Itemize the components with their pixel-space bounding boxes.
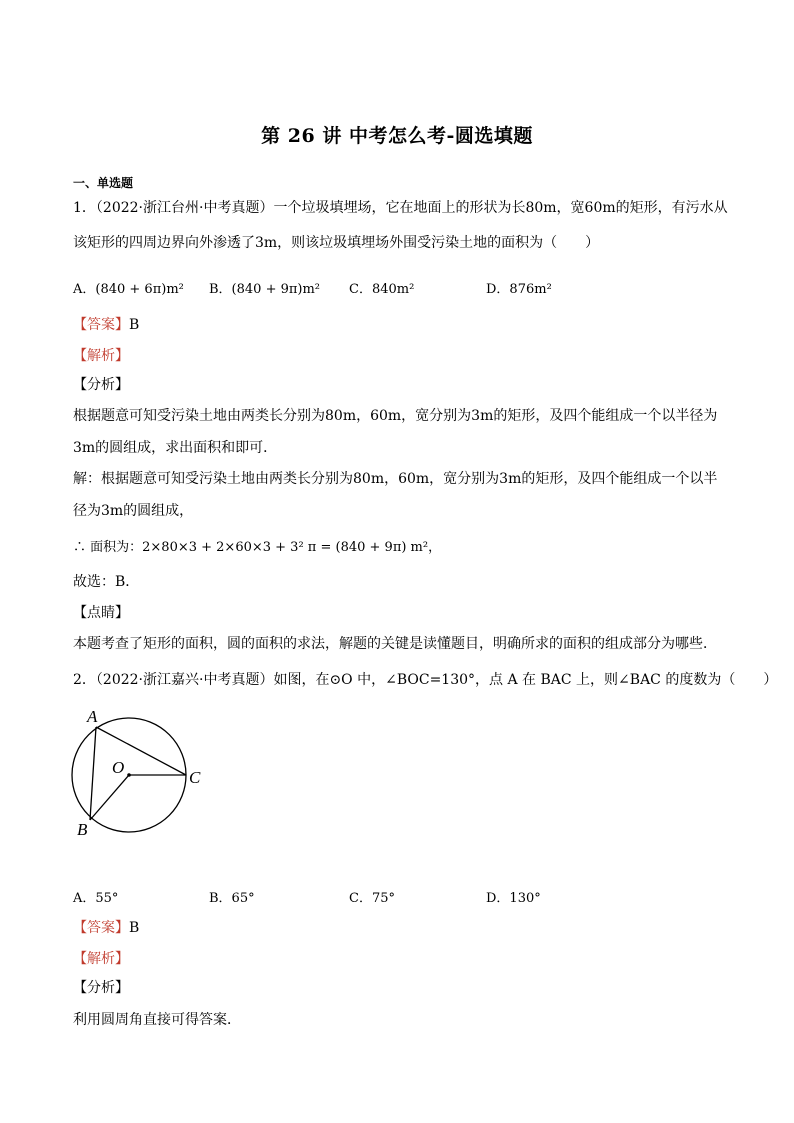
- q2-stem-line: [73, 671, 777, 689]
- q2-fenxi-tag: 【分析】: [73, 980, 129, 996]
- q1-jiexi-tag: 【解析】: [73, 348, 129, 364]
- chord-ab: [90, 727, 96, 820]
- label-a: A: [87, 707, 98, 726]
- center-point: [127, 773, 131, 777]
- q1-dianjing-tag: 【点睛】: [73, 605, 129, 621]
- q2-jiexi-tag: 【解析】: [73, 951, 129, 967]
- q2-fenxi-text: 利用圆周角直接可得答案．: [73, 1012, 241, 1028]
- label-o: O: [112, 758, 125, 777]
- q1-solution-line1: 解：根据题意可知受污染土地由两类长分别为80m，60m，宽分别为3m的矩形，及四个能组成一个以半: [73, 471, 718, 487]
- label-c: C: [189, 768, 201, 787]
- q1-formula: ∴ 面积为：2×80×3 + 2×60×3 + 3² π = (840 + 9π) m²，: [73, 540, 442, 555]
- q1-fenxi-line2: 3m的圆组成，求出面积和即可．: [73, 440, 278, 456]
- q1-option-d: D．876m²: [486, 282, 552, 297]
- q2-number: 2．: [73, 672, 96, 688]
- q2-option-a: A．55°: [73, 891, 119, 906]
- q1-stem-text: 一个垃圾填埋场，它在地面上的形状为长80m，宽60m的矩形，有污水从: [273, 200, 728, 216]
- q2-stem-text: （2022·浙江嘉兴·中考真题）如图，在⊙O 中，∠BOC=130°，点 A 在 BAC 上，则∠BAC 的度数为（ ）: [95, 672, 778, 688]
- label-b: B: [77, 820, 88, 839]
- q1-dianjing-text: 本题考查了矩形的面积，圆的面积的求法，解题的关键是读懂题目，明确所求的面积的组成部分为哪些．: [73, 636, 717, 652]
- q2-option-c: C．75°: [349, 891, 395, 906]
- q1-solution-line2: 径为3m的圆组成，: [73, 503, 194, 519]
- q2-option-b: B．65°: [209, 891, 255, 906]
- q1-stem-line1: [73, 199, 728, 217]
- q1-answer-value: B: [129, 317, 140, 333]
- circle-figure: [68, 702, 218, 842]
- q2-answer-value: B: [129, 920, 140, 936]
- q1-option-c: C．840m²: [349, 282, 415, 297]
- q1-number: 1．: [73, 200, 96, 216]
- q1-choice: 故选：B．: [73, 574, 140, 590]
- radius-ob: [90, 775, 129, 820]
- q1-fenxi-tag: 【分析】: [73, 377, 129, 393]
- q1-answer-tag: 【答案】: [73, 317, 129, 333]
- q1-source: （2022·浙江台州·中考真题）: [95, 200, 274, 216]
- q2-answer-row: [73, 917, 139, 937]
- q1-option-b: B．(840 + 9π)m²: [209, 282, 321, 297]
- q1-answer-row: [73, 314, 139, 334]
- q1-stem-line2: 该矩形的四周边界向外渗透了3m，则该垃圾填埋场外围受污染土地的面积为（ ）: [73, 235, 600, 251]
- q2-option-d: D．130°: [486, 891, 541, 906]
- q1-option-a: A．(840 + 6π)m²: [73, 282, 184, 297]
- page-title: 第 26 讲 中考怎么考-圆选填题: [261, 125, 533, 147]
- q1-fenxi-line1: 根据题意可知受污染土地由两类长分别为80m，60m，宽分别为3m的矩形，及四个能组成一个以半径为: [73, 408, 718, 424]
- chord-ac: [96, 727, 186, 775]
- q2-answer-tag: 【答案】: [73, 920, 129, 936]
- section-heading: 一、单选题: [73, 176, 134, 190]
